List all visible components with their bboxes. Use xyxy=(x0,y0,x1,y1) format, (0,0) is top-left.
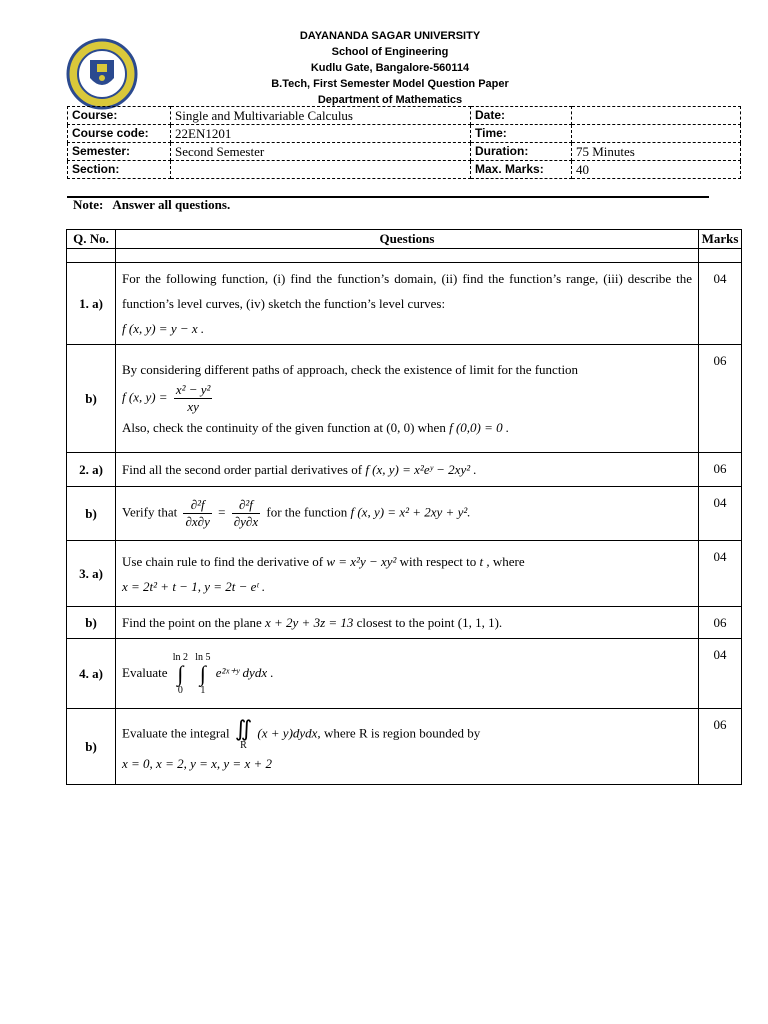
question-text: closest to the point (1, 1, 1). xyxy=(356,615,503,630)
table-row xyxy=(67,639,742,709)
marks-cell: 06 xyxy=(699,709,742,785)
equals: = xyxy=(218,504,226,520)
section-label: Section: xyxy=(68,161,171,179)
question-text: where R is region bounded by xyxy=(323,724,481,740)
integral-sign xyxy=(234,715,253,751)
semester-label: Semester: xyxy=(68,143,171,161)
question-text: For the following function, (i) find the function’s domain, (ii) find the function’s range, (iii) describe the function’s level curves, (iv) sketch the function’s level curves: xyxy=(122,271,692,311)
math-expression: f (x, y) = x²eʸ − 2xy² . xyxy=(365,462,477,477)
marks-cell: 06 xyxy=(699,345,742,453)
university-logo xyxy=(66,38,138,110)
question-text: with respect to xyxy=(399,553,477,569)
qno-cell: b) xyxy=(67,487,116,541)
time-label: Time: xyxy=(471,125,572,143)
question-text: By considering different paths of approach, check the existence of limit for the function xyxy=(122,362,579,377)
math-expression: x + 2y + 3z = 13 xyxy=(264,615,354,630)
header-qno: Q. No. xyxy=(67,230,116,249)
math-expression: e²ˣ⁺ʸ dydx . xyxy=(215,664,274,680)
marks-cell: 04 xyxy=(699,541,742,607)
question-3a xyxy=(116,541,699,607)
math-expression: f (x, y) = y − x . xyxy=(122,321,205,336)
section-value xyxy=(171,161,471,179)
time-value xyxy=(572,125,741,143)
question-2b xyxy=(116,487,699,541)
upper-limit: ln 2 xyxy=(172,651,189,663)
denominator: ∂x∂y xyxy=(185,514,210,529)
denominator: xy xyxy=(187,399,199,414)
fraction xyxy=(174,382,213,415)
math-expression: w = x²y − xy² xyxy=(326,553,397,569)
max-marks-value: 40 xyxy=(572,161,741,179)
paper-title: B.Tech, First Semester Model Question Paper xyxy=(271,78,509,90)
course-value: Single and Multivariable Calculus xyxy=(171,107,471,125)
question-4b xyxy=(116,709,699,785)
integral-sign xyxy=(195,652,210,696)
question-text: Find all the second order partial derivatives of xyxy=(122,462,363,477)
math-expression: f (x, y) = x² + 2xy + y². xyxy=(350,504,471,520)
code-value: 22EN1201 xyxy=(171,125,471,143)
qno-cell: b) xyxy=(67,607,116,639)
table-row xyxy=(67,453,742,487)
lower-limit: 0 xyxy=(177,684,183,696)
qno-cell: 3. a) xyxy=(67,541,116,607)
math-expression: f (x, y) = xyxy=(122,389,168,405)
document-header xyxy=(200,28,580,108)
table-row xyxy=(67,541,742,607)
table-row xyxy=(67,263,742,345)
duration-value: 75 Minutes xyxy=(572,143,741,161)
table-row xyxy=(67,487,742,541)
spacer-cell xyxy=(116,249,699,263)
fraction xyxy=(183,497,211,530)
address: Kudlu Gate, Bangalore-560114 xyxy=(310,62,470,74)
integral-icon: ∫ xyxy=(199,660,206,686)
numerator: ∂²f xyxy=(232,497,260,514)
header-questions: Questions xyxy=(116,230,699,249)
integral-sign xyxy=(173,652,188,696)
question-text: Evaluate the integral xyxy=(122,724,230,740)
math-expression: (x + y)dydx, xyxy=(257,724,321,740)
question-text: for the function xyxy=(266,504,348,520)
question-text: Find the point on the plane xyxy=(122,615,262,630)
note: Note: Answer all questions. xyxy=(73,197,231,212)
code-label: Course code: xyxy=(68,125,171,143)
max-marks-label: Max. Marks: xyxy=(471,161,572,179)
semester-value: Second Semester xyxy=(171,143,471,161)
question-2a xyxy=(116,453,699,487)
lower-limit: 1 xyxy=(200,684,206,696)
spacer-cell xyxy=(699,249,742,263)
date-value xyxy=(572,107,741,125)
header-marks: Marks xyxy=(699,230,742,249)
fraction xyxy=(232,497,260,530)
table-row xyxy=(67,709,742,785)
university-name: DAYANANDA SAGAR UNIVERSITY xyxy=(299,30,481,42)
date-label: Date: xyxy=(471,107,572,125)
region-label: R xyxy=(240,739,247,751)
double-integral-icon: ∬ xyxy=(234,715,253,741)
question-text: where xyxy=(492,553,525,569)
course-info-table xyxy=(67,106,741,179)
question-3b xyxy=(116,607,699,639)
question-text: Evaluate xyxy=(122,664,168,680)
math-expression: f (0,0) = 0 . xyxy=(449,420,510,435)
qno-cell: 1. a) xyxy=(67,263,116,345)
question-text: Also, check the continuity of the given function at (0, 0) when xyxy=(122,420,446,435)
department-name: Department of Mathematics xyxy=(317,94,463,106)
math-expression: x = 2t² + t − 1, y = 2t − eᵗ . xyxy=(122,578,266,594)
question-1b xyxy=(116,345,699,453)
marks-cell: 06 xyxy=(699,607,742,639)
question-text: Use chain rule to find the derivative of xyxy=(122,553,324,569)
numerator: ∂²f xyxy=(183,497,211,514)
upper-limit: ln 5 xyxy=(195,651,211,663)
table-row xyxy=(67,345,742,453)
qno-cell: b) xyxy=(67,709,116,785)
marks-cell: 04 xyxy=(699,487,742,541)
marks-cell: 04 xyxy=(699,639,742,709)
spacer-cell xyxy=(67,249,116,263)
math-expression: x = 0, x = 2, y = x, y = x + 2 xyxy=(122,755,272,771)
qno-cell: 4. a) xyxy=(67,639,116,709)
integral-icon: ∫ xyxy=(177,660,184,686)
numerator: x² − y² xyxy=(175,382,211,397)
questions-table xyxy=(66,229,742,785)
qno-cell: b) xyxy=(67,345,116,453)
course-label: Course: xyxy=(68,107,171,125)
table-row xyxy=(67,607,742,639)
question-1a xyxy=(116,263,699,345)
qno-cell: 2. a) xyxy=(67,453,116,487)
question-4a xyxy=(116,639,699,709)
question-text: Verify that xyxy=(122,504,178,520)
school-name: School of Engineering xyxy=(331,46,449,58)
denominator: ∂y∂x xyxy=(233,514,259,529)
math-expression: t , xyxy=(479,553,490,569)
duration-label: Duration: xyxy=(471,143,572,161)
marks-cell: 04 xyxy=(699,263,742,345)
marks-cell: 06 xyxy=(699,453,742,487)
